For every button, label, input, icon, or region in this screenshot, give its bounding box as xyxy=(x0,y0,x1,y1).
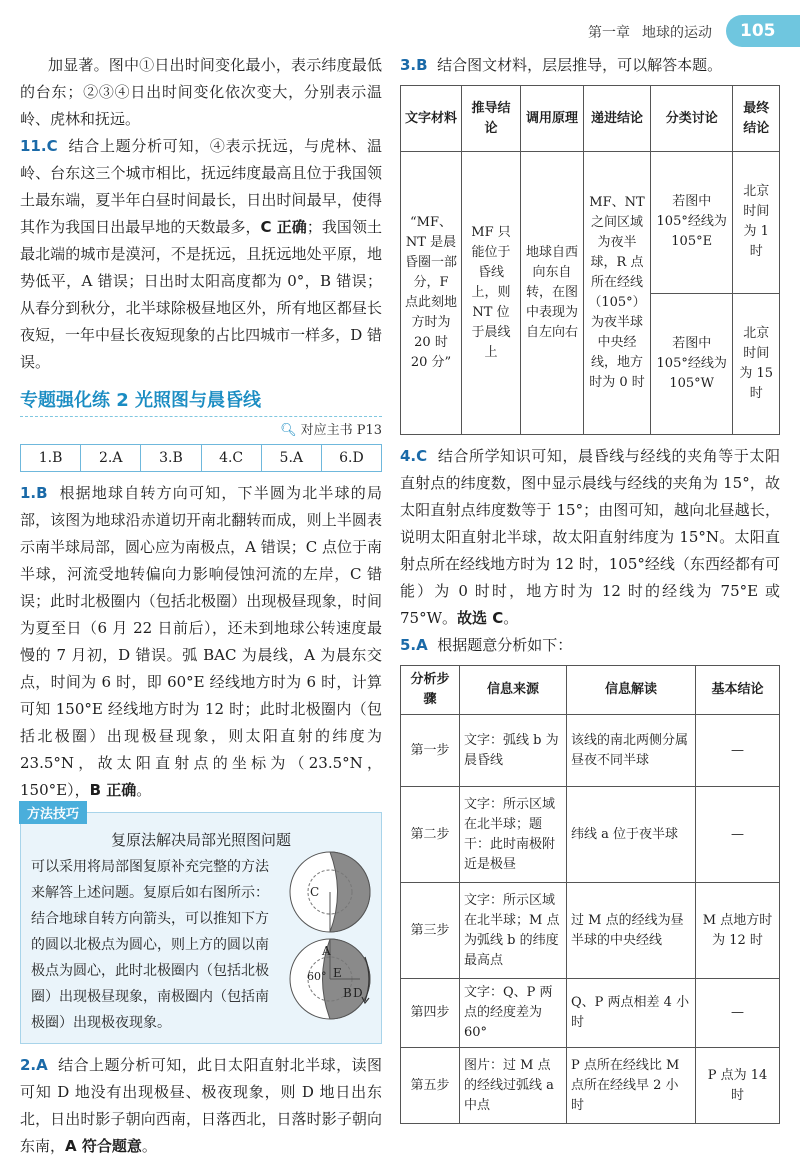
diagram-label-deg: 60° xyxy=(307,970,327,983)
table-cell: 第四步 xyxy=(401,979,460,1048)
table-header-cell: 最终结论 xyxy=(733,86,780,152)
method-tips-title: 复原法解决局部光照图问题 xyxy=(110,831,291,849)
answer-4 xyxy=(400,443,780,632)
table-cell: 第二步 xyxy=(401,787,460,883)
left-column xyxy=(20,52,382,1160)
table-row xyxy=(401,152,780,293)
section-title xyxy=(20,386,382,417)
table-cell: 第三步 xyxy=(401,883,460,979)
table-cell: P 点为 14 时 xyxy=(696,1048,780,1124)
table-cell: 纬线 a 位于夜半球 xyxy=(567,787,696,883)
answer-11-text-c: ；我国领土最北端的城市是漠河，不是抚远，且抚远地处平原，地势低平，A 错误；日出时太阳高度都为 0°，B 错误；从春分到秋分，北半球除极昼地区外，所有地区都昼长夜短，一年中昼长夜短现象的占比四城市一样多，D 错误。 xyxy=(20,218,382,371)
table-cell: 文字：所示区域在北半球；M 点为弧线 b 的纬度最高点 xyxy=(460,883,567,979)
table-header-cell: 递进结论 xyxy=(584,86,651,152)
answer-key-row xyxy=(20,444,382,472)
answer-4-label: 4.C xyxy=(400,447,428,465)
table-cell: 文字：Q、P 两点的经度差为 60° xyxy=(460,979,567,1048)
magnifier-icon: 🔍︎ xyxy=(280,423,297,438)
table-row xyxy=(401,1048,780,1124)
section-title-text: 专题强化练 2 光照图与晨昏线 xyxy=(20,390,262,411)
answer-5 xyxy=(400,632,780,659)
answer-key-cell: 1.B xyxy=(21,445,81,471)
table-cell: — xyxy=(696,715,780,787)
answer-11-bold: C 正确 xyxy=(260,218,307,236)
paragraph-continued: 加显著。图中①日出时间变化最小，表示纬度最低的台东；②③④日出时间变化依次变大，分别表示温岭、虎林和抚远。 xyxy=(20,56,382,128)
page-number: 105 xyxy=(726,15,800,47)
answer-11-label: 11.C xyxy=(20,137,58,155)
table-cell: MF 只能位于昏线上，则 NT 位于晨线上 xyxy=(462,152,521,435)
answer-4-text-c: 。 xyxy=(503,609,519,627)
right-column xyxy=(400,52,780,1124)
answer-key-cell: 3.B xyxy=(141,445,201,471)
table-cell: 图片：过 M 点的经线过弧线 a 中点 xyxy=(460,1048,567,1124)
diagram-label-a: A xyxy=(322,944,331,958)
table-cell: 第五步 xyxy=(401,1048,460,1124)
answer-1-bold: B 正确 xyxy=(89,781,137,799)
answer-2-text-c: 。 xyxy=(141,1137,157,1155)
answer-2-bold: A 符合题意 xyxy=(65,1137,142,1155)
answer-key-cell: 5.A xyxy=(262,445,322,471)
diagram-label-e: E xyxy=(333,966,342,980)
table-cell: — xyxy=(696,979,780,1048)
chapter-label xyxy=(588,22,712,42)
answer-5-label: 5.A xyxy=(400,636,428,654)
answer-3-label: 3.B xyxy=(400,56,428,74)
analysis-table xyxy=(400,665,780,1124)
restored-light-diagram xyxy=(285,847,375,1027)
answer-1 xyxy=(20,480,382,804)
table-row xyxy=(401,715,780,787)
table-cell: 第一步 xyxy=(401,715,460,787)
table-row xyxy=(401,883,780,979)
answer-key-cell: 2.A xyxy=(81,445,141,471)
table-cell: P 点所在经线比 M 点所在经线早 2 小时 xyxy=(567,1048,696,1124)
table-header-row xyxy=(401,86,780,152)
table-cell: 北京时间为 15 时 xyxy=(733,293,780,434)
answer-1-label: 1.B xyxy=(20,484,48,502)
table-header-cell: 文字材料 xyxy=(401,86,462,152)
diagram-label-d: D xyxy=(353,986,363,1000)
table-cell: 该线的南北两侧分属昼夜不同半球 xyxy=(567,715,696,787)
method-tips-text: 可以采用将局部图复原补充完整的方法来解答上述问题。复原后如右图所示：结合地球自转方向箭头，可以推知下方的圆以北极点为圆心，则上方的圆以南极点为圆心，此时北极圈内（包括北极圈）出现极昼现象，南极圈内（包括南极圈）出现极夜现象。 xyxy=(31,859,269,1031)
table-header-cell: 推导结论 xyxy=(462,86,521,152)
answer-4-bold: 故选 C xyxy=(457,609,504,627)
answer-5-text: 根据题意分析如下： xyxy=(437,636,573,654)
table-cell: MF、NT 之间区域为夜半球，R 点所在经线（105°）为夜半球中央经线，地方时为 0 时 xyxy=(584,152,651,435)
answer-11 xyxy=(20,133,382,376)
table-cell: 若图中 105°经线为 105°E xyxy=(651,152,733,293)
table-cell: 文字：所示区域在北半球；题干：此时南极附近是极昼 xyxy=(460,787,567,883)
answer-1-text-c: 。 xyxy=(136,781,152,799)
table-row xyxy=(401,787,780,883)
table-cell: 北京时间为 1 时 xyxy=(733,152,780,293)
table-cell: 地球自西向东自转，在图中表现为自左向右 xyxy=(521,152,584,435)
answer-11-text-a: 结合上题分析可知，④表示抚远，与虎林、温岭、台东这三个城市相比，抚远纬度最高且位于我国领土最东端，夏半年白昼时间最长，日出时间最早，使得其作为我国日出最早地的天数最多， xyxy=(20,137,382,236)
table-cell: 文字：弧线 b 为晨昏线 xyxy=(460,715,567,787)
answer-3 xyxy=(400,52,780,79)
method-tips-tag: 方法技巧 xyxy=(19,801,87,824)
table-cell: “MF、NT 是晨昏圈一部分，F 点此刻地方时为 20 时 20 分” xyxy=(401,152,462,435)
table-header-cell: 基本结论 xyxy=(696,666,780,715)
table-header-cell: 信息解读 xyxy=(567,666,696,715)
chapter-title: 地球的运动 xyxy=(642,25,712,41)
diagram-label-b: B xyxy=(343,986,352,1000)
answer-2-label: 2.A xyxy=(20,1056,48,1074)
table-cell: Q、P 两点相差 4 小时 xyxy=(567,979,696,1048)
reasoning-table xyxy=(400,85,780,435)
answer-2 xyxy=(20,1052,382,1160)
answer-key-cell: 4.C xyxy=(202,445,262,471)
table-header-cell: 信息来源 xyxy=(460,666,567,715)
chapter-number: 第一章 xyxy=(588,25,630,41)
table-cell: 若图中 105°经线为 105°W xyxy=(651,293,733,434)
table-cell: 过 M 点的经线为昼半球的中央经线 xyxy=(567,883,696,979)
table-header-cell: 调用原理 xyxy=(521,86,584,152)
answer-1-text-a: 根据地球自转方向可知，下半圆为北半球的局部，该图为地球沿赤道切开南北翻转而成，则上半圆表示南半球局部，圆心应为南极点，A 错误；C 点位于南半球，河流受地转偏向力影响侵蚀河流的左岸，C 错误；此时北极圈内（包括北极圈）出现极昼现象，时间为夏至日（6 月 22 日前后），还未到地球公转速度最慢的 7 月初，D 错误。弧 BAC 为晨线，A 为晨东交点，时间为 6 时，即 60°E 经线地方时为 6 时，计算可知 150°E 经线地方时为 12 时；此时北极圈内（包括北极圈）出现极昼现象，则太阳直射的纬度为 23.5°N，故太阳直射点的坐标为（23.5°N，150°E）， xyxy=(20,484,382,799)
method-tips-box xyxy=(20,807,382,1044)
answer-2-text-a: 结合上题分析可知，此日太阳直射北半球，读图可知 D 地没有出现极昼、极夜现象，则 D 地日出东北，日出时影子朝向西南，日落西北，日落时影子朝向东南， xyxy=(20,1056,382,1155)
table-cell: M 点地方时为 12 时 xyxy=(696,883,780,979)
answer-3-text: 结合图文材料，层层推导，可以解答本题。 xyxy=(437,56,723,74)
page-header xyxy=(0,0,800,52)
section-reference-text: 对应主书 P13 xyxy=(300,423,382,438)
diagram-label-c: C xyxy=(310,885,320,899)
table-header-cell: 分类讨论 xyxy=(651,86,733,152)
table-header-row xyxy=(401,666,780,715)
table-row xyxy=(401,979,780,1048)
table-cell: — xyxy=(696,787,780,883)
answer-4-text-a: 结合所学知识可知，晨昏线与经线的夹角等于太阳直射点的纬度数，图中显示晨线与经线的夹角为 15°，故太阳直射点纬度数等于 15°；由图可知，越向北昼越长，说明太阳直射北半球，故太阳直射纬度为 15°N。太阳直射点所在经线地方时为 12 时，105°经线（东西经都有可能）为 0 时时，地方时为 12 时的经线为 75°E 或 75°W。 xyxy=(400,447,780,627)
table-header-cell: 分析步骤 xyxy=(401,666,460,715)
answer-key-cell: 6.D xyxy=(339,450,364,466)
section-reference xyxy=(20,419,382,438)
